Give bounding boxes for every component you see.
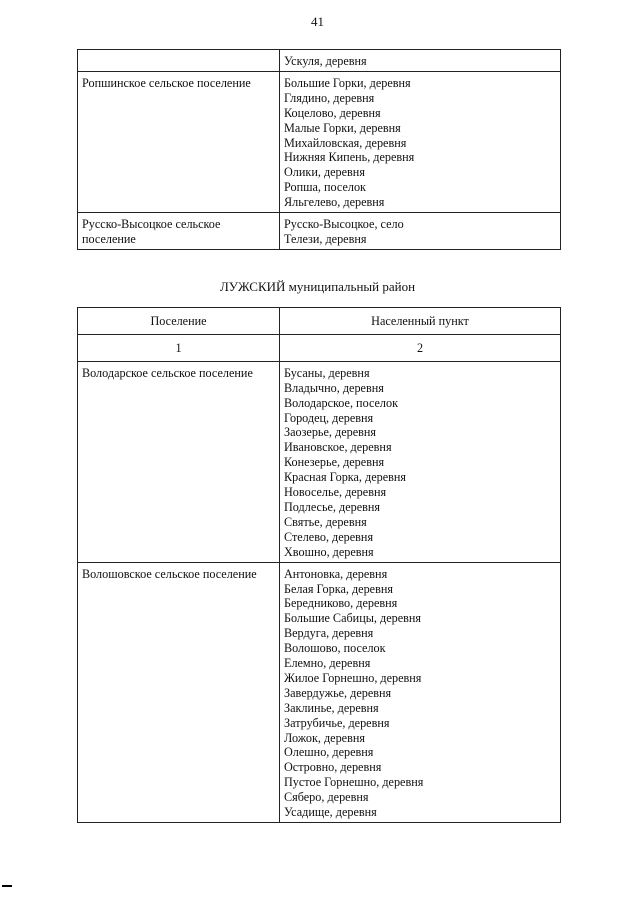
locality-item: Большие Горки, деревня [284, 75, 411, 90]
column-number: 1 [78, 334, 280, 361]
column-number: 2 [280, 334, 561, 361]
locality-item: Володарское, поселок [284, 395, 399, 410]
locality-item: Яльгелево, деревня [284, 195, 385, 210]
locality-item: Завердужье, деревня [284, 685, 392, 700]
locality-item: Заозерье, деревня [284, 425, 376, 440]
settlement-cell: Володарское сельское поселение [78, 361, 280, 562]
table-row [78, 562, 561, 822]
locality-item: Коцелово, деревня [284, 105, 381, 120]
locality-item: Вердуга, деревня [284, 626, 374, 641]
locality-item: Подлесье, деревня [284, 499, 381, 514]
locality-item: Затрубичье, деревня [284, 715, 390, 730]
locality-item: Заклинье, деревня [284, 700, 379, 715]
table-header-row [78, 308, 561, 335]
locality-item: Волошово, поселок [284, 641, 386, 656]
localities-cell [280, 50, 561, 72]
column-number-row [78, 334, 561, 361]
locality-item: Владычно, деревня [284, 380, 384, 395]
localities-cell [280, 71, 561, 212]
locality-item: Нижняя Кипень, деревня [284, 150, 415, 165]
locality-item: Ускуля, деревня [284, 54, 367, 68]
locality-item: Жилое Горнешно, деревня [284, 670, 422, 685]
locality-item: Новоселье, деревня [284, 485, 387, 500]
table-row [78, 50, 561, 72]
margin-mark [2, 885, 12, 887]
locality-item: Малые Горки, деревня [284, 120, 401, 135]
locality-item: Глядино, деревня [284, 90, 375, 105]
locality-item: Островно, деревня [284, 760, 382, 775]
locality-item: Ивановское, деревня [284, 440, 392, 455]
settlement-cell [78, 50, 280, 72]
page-number: 41 [311, 14, 324, 29]
localities-cell [280, 361, 561, 562]
locality-item: Антоновка, деревня [284, 566, 388, 581]
locality-item: Конезерье, деревня [284, 455, 385, 470]
locality-item: Городец, деревня [284, 410, 374, 425]
luga-district-table [77, 307, 561, 823]
top-settlement-table [77, 49, 561, 250]
locality-item: Бередниково, деревня [284, 596, 398, 611]
table-row [78, 71, 561, 212]
locality-item: Бусаны, деревня [284, 365, 370, 380]
header-settlement: Поселение [78, 308, 280, 335]
locality-item: Большие Сабицы, деревня [284, 611, 421, 626]
settlement-cell: Ропшинское сельское поселение [78, 71, 280, 212]
locality-item: Хвошно, деревня [284, 544, 374, 559]
localities-cell [280, 562, 561, 822]
locality-item: Красная Горка, деревня [284, 470, 407, 485]
locality-item: Телези, деревня [284, 231, 367, 246]
table-row [78, 213, 561, 250]
header-locality: Населенный пункт [280, 308, 561, 335]
locality-item: Михайловская, деревня [284, 135, 407, 150]
section-title: ЛУЖСКИЙ муниципальный район [219, 279, 416, 294]
locality-item: Олики, деревня [284, 165, 365, 180]
locality-item: Ложок, деревня [284, 730, 365, 745]
locality-item: Олешно, деревня [284, 745, 374, 760]
locality-item: Усадище, деревня [284, 805, 377, 820]
settlement-cell: Русско-Высоцкое сельское поселение [78, 213, 280, 250]
locality-item: Белая Горка, деревня [284, 581, 393, 596]
locality-item: Русско-Высоцкое, село [284, 217, 404, 232]
locality-item: Сяберо, деревня [284, 790, 369, 805]
locality-item: Ропша, поселок [284, 180, 366, 195]
settlement-cell: Волошовское сельское поселение [78, 562, 280, 822]
locality-item: Елемно, деревня [284, 656, 371, 671]
locality-item: Пустое Горнешно, деревня [284, 775, 424, 790]
localities-cell [280, 213, 561, 250]
locality-item: Святье, деревня [284, 514, 367, 529]
table-row [78, 361, 561, 562]
locality-item: Стелево, деревня [284, 529, 374, 544]
